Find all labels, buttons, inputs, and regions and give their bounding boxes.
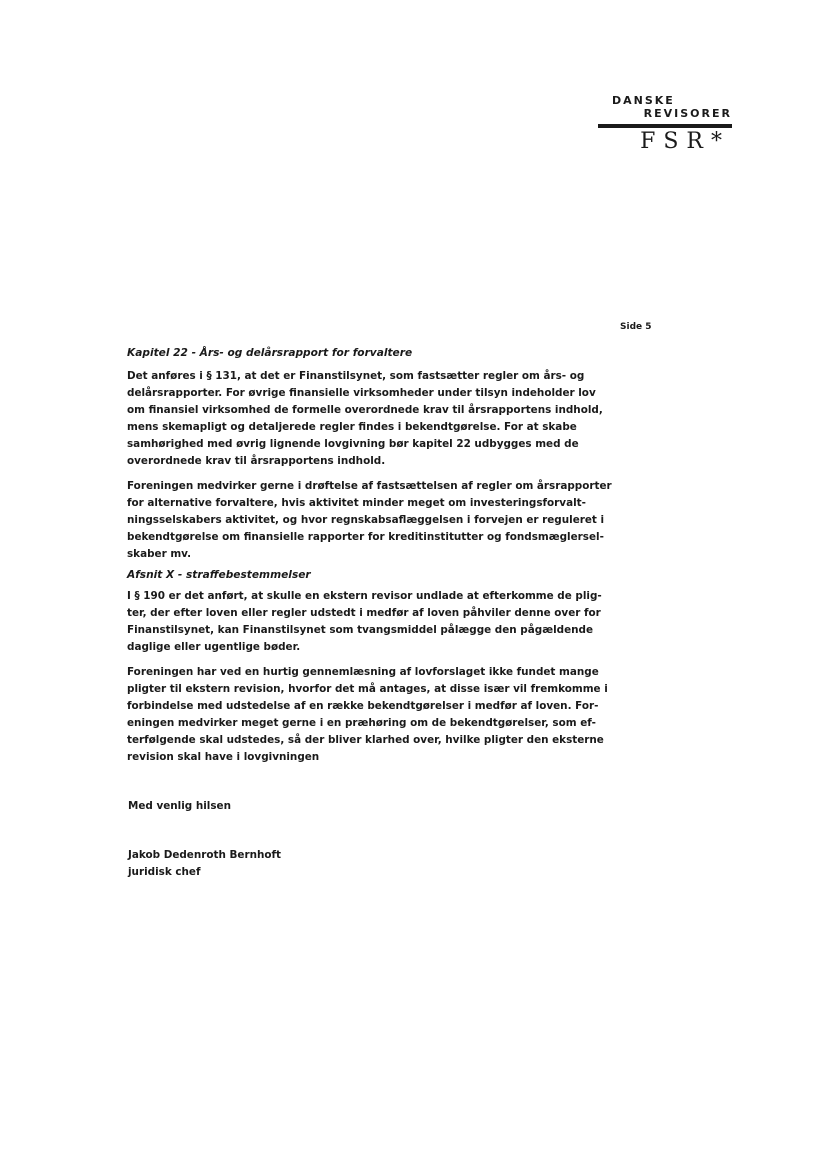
paragraph — [127, 664, 608, 766]
section-heading-afsnit-x: Afsnit X - straffebestemmelser — [127, 569, 311, 581]
logo-divider — [598, 124, 732, 128]
paragraph-line: delårsrapporter. For øvrige finansielle virksomheder under tilsyn indeholder lov — [127, 387, 596, 399]
paragraph-line: om finansiel virksomhed de formelle overordnede krav til årsrapportens indhold, — [127, 404, 603, 416]
paragraph — [127, 368, 603, 470]
paragraph-line: Foreningen har ved en hurtig gennemlæsning af lovforslaget ikke fundet mange — [127, 666, 599, 678]
paragraph-line: terfølgende skal udstedes, så der bliver klarhed over, hvilke pligter den eksterne — [127, 734, 604, 746]
paragraph-line: forbindelse med udstedelse af en række bekendtgørelser i medfør af loven. For- — [127, 700, 599, 712]
paragraph — [127, 478, 612, 563]
paragraph-line: Finanstilsynet, kan Finanstilsynet som tvangsmiddel pålægge den pågældende — [127, 624, 594, 636]
signature-block — [128, 847, 281, 881]
signatory-name: Jakob Dedenroth Bernhoft — [128, 849, 282, 861]
section-heading-kapitel-22: Kapitel 22 - Års- og delårsrapport for forvaltere — [127, 347, 413, 359]
paragraph-line: skaber mv. — [127, 548, 192, 560]
paragraph-line: ter, der efter loven eller regler udstedt i medfør af loven påhviler denne over for — [127, 607, 601, 619]
paragraph-line: Det anføres i § 131, at det er Finanstilsynet, som fastsætter regler om års- og — [127, 370, 585, 382]
paragraph-line: for alternative forvaltere, hvis aktivitet minder meget om investeringsforvalt- — [127, 497, 586, 509]
paragraph-line: eningen medvirker meget gerne i en præhøring om de bekendtgørelser, som ef- — [127, 717, 596, 729]
logo-text-danske: DANSKE — [612, 94, 675, 107]
paragraph-line: mens skemapligt og detaljerede regler findes i bekendtgørelse. For at skabe — [127, 421, 577, 433]
letter-body — [127, 345, 612, 774]
logo-text-revisorer: REVISORER — [643, 107, 732, 120]
paragraph-line: I § 190 er det anført, at skulle en ekstern revisor undlade at efterkomme de plig- — [127, 590, 602, 602]
paragraph-line: revision skal have i lovgivningen — [127, 751, 320, 763]
fsr-logo — [592, 94, 732, 154]
paragraph-line: samhørighed med øvrig lignende lovgivning bør kapitel 22 udbygges med de — [127, 438, 579, 450]
paragraph-line: bekendtgørelse om finansielle rapporter for kreditinstitutter og fondsmæglersel- — [127, 531, 604, 543]
paragraph-line: Foreningen medvirker gerne i drøftelse af fastsættelsen af regler om årsrapporter — [127, 480, 612, 492]
page-number: Side 5 — [620, 322, 652, 332]
logo-mark-fsr: FSR* — [640, 129, 730, 154]
paragraph-line: pligter til ekstern revision, hvorfor det må antages, at disse især vil fremkomme i — [127, 683, 608, 695]
paragraph — [127, 588, 602, 656]
paragraph-line: ningsselskabers aktivitet, og hvor regnskabsaflæggelsen i forvejen er reguleret i — [127, 514, 605, 526]
paragraph-line: daglige eller ugentlige bøder. — [127, 641, 301, 653]
paragraph-line: overordnede krav til årsrapportens indhold. — [127, 455, 386, 467]
closing-greeting: Med venlig hilsen — [128, 800, 231, 812]
signatory-title: juridisk chef — [128, 866, 201, 878]
